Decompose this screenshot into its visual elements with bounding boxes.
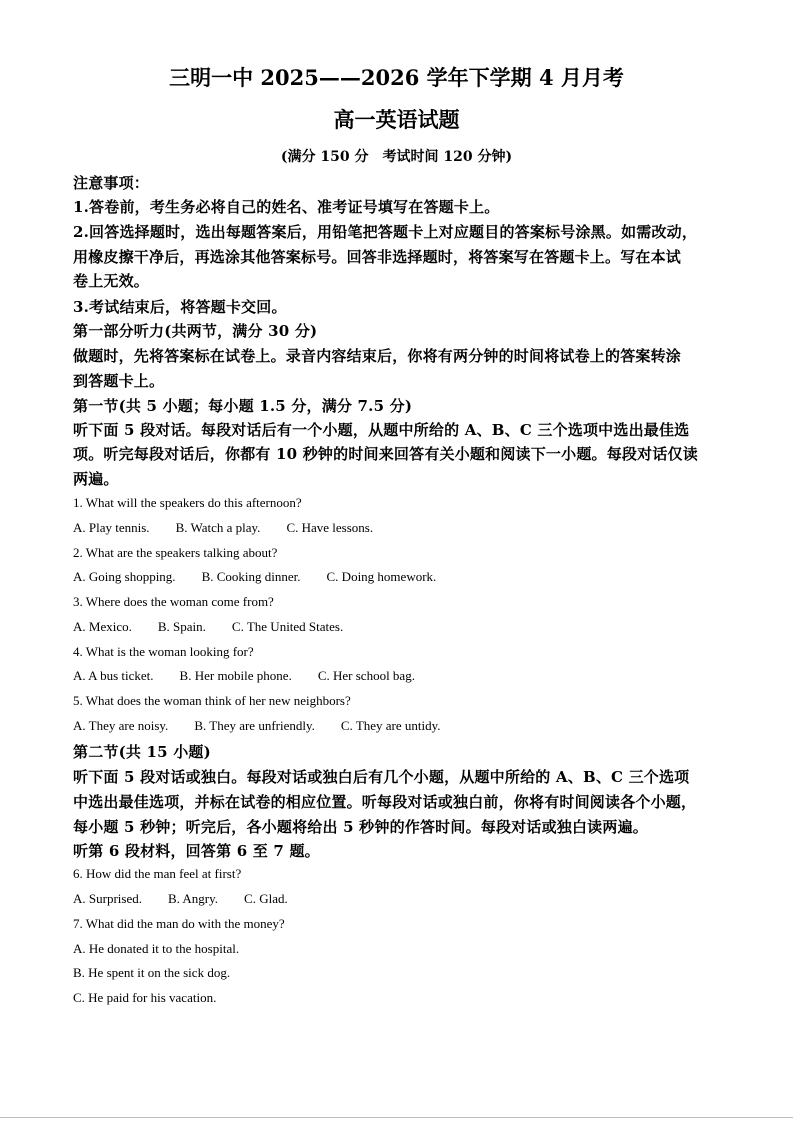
note-item-2-line-2: 用橡皮擦干净后，再选涂其他答案标号。回答非选择题时，将答案写在答题卡上。写在本试 bbox=[73, 248, 682, 266]
option-c: C. Have lessons. bbox=[286, 520, 374, 535]
option-a: A. Surprised. bbox=[73, 891, 142, 906]
question-4: 4. What is the woman looking for? bbox=[73, 644, 254, 659]
question-7-option-a: A. He donated it to the hospital. bbox=[73, 941, 240, 956]
material-6-heading: 听第 6 段材料，回答第 6 至 7 题。 bbox=[73, 842, 320, 860]
question-2: 2. What are the speakers talking about? bbox=[73, 545, 278, 560]
question-6: 6. How did the man feel at first? bbox=[73, 866, 242, 881]
note-item-2-line-1: 2.回答选择题时，选出每题答案后，用铅笔把答题卡上对应题目的答案标号涂黑。如需改动， bbox=[73, 223, 698, 241]
option-c: C. Doing homework. bbox=[326, 569, 437, 584]
option-a: A. Play tennis. bbox=[73, 520, 150, 535]
option-b: B. Her mobile phone. bbox=[179, 668, 292, 683]
question-2-options bbox=[73, 569, 721, 585]
question-7-option-c: C. He paid for his vacation. bbox=[73, 990, 217, 1005]
section2-heading: 第二节(共 15 小题) bbox=[73, 743, 211, 761]
option-b: B. Spain. bbox=[157, 619, 206, 634]
option-c: C. Glad. bbox=[244, 891, 288, 906]
option-b: B. Cooking dinner. bbox=[201, 569, 301, 584]
section1-instr-line-1: 听下面 5 段对话。每段对话后有一个小题，从题中所给的 A、B、C 三个选项中选出最佳选 bbox=[73, 421, 690, 439]
note-item-2-line-3: 卷上无效。 bbox=[73, 272, 150, 290]
section2-instr-line-3: 每小题 5 秒钟；听完后，各小题将给出 5 秒钟的作答时间。每段对话或独白读两遍。 bbox=[73, 818, 648, 836]
option-b: B. Watch a play. bbox=[175, 520, 261, 535]
section1-instr-line-2: 项。听完每段对话后，你都有 10 秒钟的时间来回答有关小题和阅读下一小题。每段对话仅读 bbox=[73, 445, 698, 463]
question-7: 7. What did the man do with the money? bbox=[73, 916, 285, 931]
question-7-option-b: B. He spent it on the sick dog. bbox=[73, 965, 231, 980]
exam-title: 三明一中 2025——2026 学年下学期 4 月月考 bbox=[169, 65, 624, 90]
notes-heading: 注意事项： bbox=[73, 174, 150, 192]
part1-intro-line-2: 到答题卡上。 bbox=[73, 372, 165, 390]
question-3-options bbox=[73, 619, 721, 635]
question-6-options bbox=[73, 891, 721, 907]
option-c: C. Her school bag. bbox=[317, 668, 415, 683]
exam-meta: (满分 150 分 考试时间 120 分钟) bbox=[280, 149, 513, 165]
exam-subject: 高一英语试题 bbox=[333, 107, 460, 132]
question-5: 5. What does the woman think of her new neighbors? bbox=[73, 693, 351, 708]
note-item-1: 1.答卷前，考生务必将自己的姓名、准考证号填写在答题卡上。 bbox=[73, 198, 500, 216]
option-c: C. They are untidy. bbox=[340, 718, 441, 733]
question-5-options bbox=[73, 718, 721, 734]
section2-instr-line-2: 中选出最佳选项，并标在试卷的相应位置。听每段对话或独白前，你将有时间阅读各个小题， bbox=[73, 793, 697, 811]
option-b: B. They are unfriendly. bbox=[194, 718, 315, 733]
question-1-options bbox=[73, 520, 721, 536]
part1-heading: 第一部分听力(共两节，满分 30 分) bbox=[73, 322, 318, 340]
question-1: 1. What will the speakers do this afternoon? bbox=[73, 495, 302, 510]
part1-intro-line-1: 做题时，先将答案标在试卷上。录音内容结束后，你将有两分钟的时间将试卷上的答案转涂 bbox=[73, 347, 682, 365]
question-3: 3. Where does the woman come from? bbox=[73, 594, 274, 609]
option-a: A. They are noisy. bbox=[73, 718, 169, 733]
section2-instr-line-1: 听下面 5 段对话或独白。每段对话或独白后有几个小题，从题中所给的 A、B、C 三个选项 bbox=[73, 768, 690, 786]
section1-instr-line-3: 两遍。 bbox=[73, 470, 119, 488]
option-a: A. Mexico. bbox=[73, 619, 132, 634]
option-a: A. Going shopping. bbox=[73, 569, 176, 584]
option-a: A. A bus ticket. bbox=[73, 668, 154, 683]
page-bottom-divider bbox=[0, 1117, 793, 1118]
option-c: C. The United States. bbox=[231, 619, 344, 634]
option-b: B. Angry. bbox=[167, 891, 219, 906]
section1-heading: 第一节(共 5 小题；每小题 1.5 分，满分 7.5 分) bbox=[73, 397, 413, 415]
question-4-options bbox=[73, 668, 721, 684]
note-item-3: 3.考试结束后，将答题卡交回。 bbox=[73, 298, 287, 316]
